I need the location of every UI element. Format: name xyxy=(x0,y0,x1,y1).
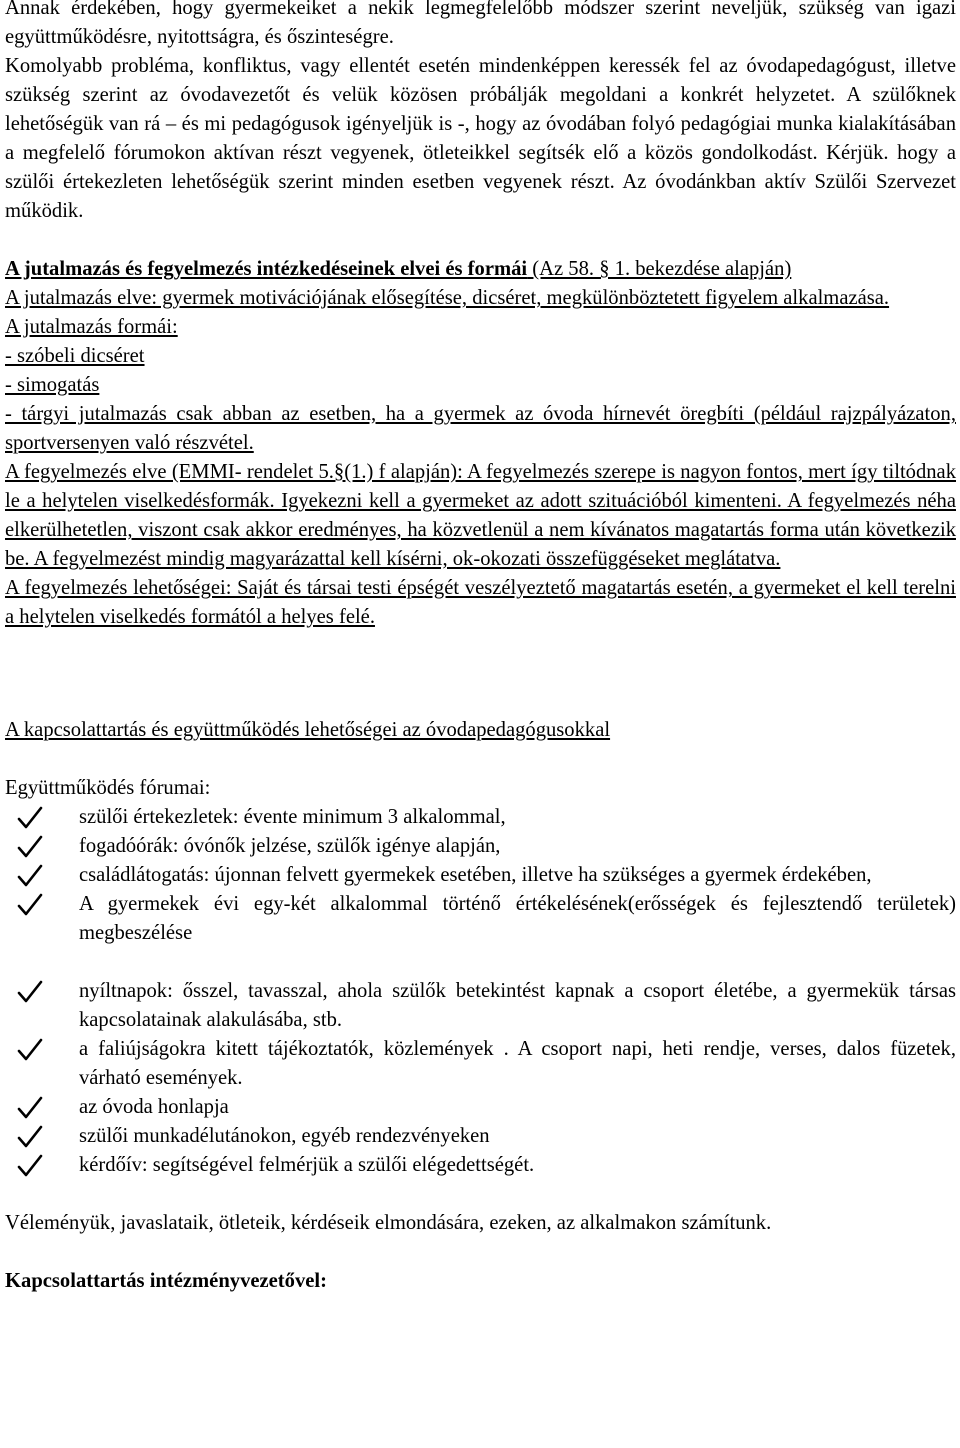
checkmark-icon xyxy=(16,1035,44,1064)
list-item xyxy=(5,1093,956,1122)
list-item-text: a faliújságokra kitett tájékoztatók, közlemények . A csoport napi, heti rendje, verses, dalos füzetek, várható események. xyxy=(79,1038,956,1089)
checkmark-icon xyxy=(16,832,44,861)
discipline-possibilities: A fegyelmezés lehetőségei: Saját és társai testi épségét veszélyeztető magatartás esetén, a gyermeket el kell terelni a helytelen viselkedés formától a helyes felé. xyxy=(5,577,956,628)
list-item-text: szülői értekezletek: évente minimum 3 alkalommal, xyxy=(79,806,506,828)
reward-form-item: - simogatás xyxy=(5,374,100,396)
forums-title: Együttműködés fórumai: xyxy=(5,777,211,799)
reward-principle: A jutalmazás elve: gyermek motivációjának elősegítése, dicséret, megkülönböztetett figyelem alkalmazása. xyxy=(5,287,890,309)
reward-form-item: - szóbeli dicséret xyxy=(5,345,145,367)
reward-section-heading xyxy=(5,255,956,284)
checkmark-icon xyxy=(16,861,44,890)
reward-forms-title: A jutalmazás formái: xyxy=(5,316,178,338)
list-item xyxy=(5,1122,956,1151)
list-item xyxy=(5,1035,956,1093)
list-item-text: fogadóórák: óvónők jelzése, szülők igénye alapján, xyxy=(79,835,501,857)
contact-section-heading: A kapcsolattartás és együttműködés lehetőségei az óvodapedagógusokkal xyxy=(5,719,611,741)
reward-heading-rest: (Az 58. § 1. bekezdése alapján) xyxy=(527,258,792,280)
list-item-text: nyíltnapok: ősszel, tavasszal, ahola szülők betekintést kapnak a csoport életébe, a gyermekük társas kapcsolatainak alakulásába, stb. xyxy=(79,980,956,1031)
intro-paragraph-1: Annak érdekében, hogy gyermekeiket a nekik legmegfelelőbb módszer szerint neveljük, szükség van igazi együttműködésre, nyitottságra, és őszinteségre. xyxy=(5,0,956,48)
list-item xyxy=(5,803,956,832)
checkmark-icon xyxy=(16,1122,44,1151)
list-item-text: az óvoda honlapja xyxy=(79,1096,229,1118)
list-item xyxy=(5,977,956,1035)
list-item-text: A gyermekek évi egy-két alkalommal történő értékelésének(erősségek és fejlesztendő területek) megbeszélése xyxy=(79,893,956,944)
next-section-heading: Kapcsolattartás intézményvezetővel: xyxy=(5,1270,327,1292)
checkmark-icon xyxy=(16,977,44,1006)
list-item xyxy=(5,890,956,948)
checkmark-icon xyxy=(16,803,44,832)
document-page xyxy=(5,0,956,1296)
list-item xyxy=(5,832,956,861)
list-item xyxy=(5,1151,956,1180)
forums-list-a xyxy=(5,803,956,948)
list-item-text: szülői munkadélutánokon, egyéb rendezvényeken xyxy=(79,1125,490,1147)
reward-heading-bold: A jutalmazás és fegyelmezés intézkedéseinek elvei és formái xyxy=(5,258,528,280)
discipline-principle: A fegyelmezés elve (EMMI- rendelet 5.§(1.) f alapján): A fegyelmezés szerepe is nagyon fontos, mert így tiltódnak le a helytelen viselkedésformák. Igyekezni kell a gyermeket az adott szituációból kimenteni. A fegyelmezés néha elkerülhetetlen, viszont csak akkor eredményes, ha közvetlenül a nem kívánatos magatartás forma után következik be. A fegyelmezést mindig magyarázattal kell kísérni, ok-okozati összefüggéseket meglátatva. xyxy=(5,461,956,570)
checkmark-icon xyxy=(16,1151,44,1180)
reward-form-item: - tárgyi jutalmazás csak abban az esetben, ha a gyermek az óvoda hírnevét öregbíti (például rajzpályázaton, sportversenyen való részvétel. xyxy=(5,403,956,454)
forums-list-b xyxy=(5,977,956,1180)
list-item xyxy=(5,861,956,890)
intro-paragraph-2: Komolyabb probléma, konfliktus, vagy ellentét esetén mindenképpen keressék fel az óvodapedagógust, illetve szükség szerint az óvodavezetőt és velük közösen próbálják megoldani a konkrét helyzetet. A szülőknek lehetőségük van rá – és mi pedagógusok igényeljük is -, hogy az óvodában folyó pedagógiai munka kialakításában a megfelelő fórumokon aktívan részt vegyenek, ötleteikkel segítsék elő a közös gondolkodást. Kérjük. hogy a szülői értekezleten lehetőségük szerint minden esetben vegyenek részt. Az óvodánkban aktív Szülői Szervezet működik. xyxy=(5,55,956,222)
checkmark-icon xyxy=(16,890,44,919)
checkmark-icon xyxy=(16,1093,44,1122)
closing-paragraph: Véleményük, javaslataik, ötleteik, kérdéseik elmondására, ezeken, az alkalmakon számítunk. xyxy=(5,1212,772,1234)
list-item-text: kérdőív: segítségével felmérjük a szülői elégedettségét. xyxy=(79,1154,535,1176)
list-item-text: családlátogatás: újonnan felvett gyermekek esetében, illetve ha szükséges a gyermek érdekében, xyxy=(79,864,872,886)
